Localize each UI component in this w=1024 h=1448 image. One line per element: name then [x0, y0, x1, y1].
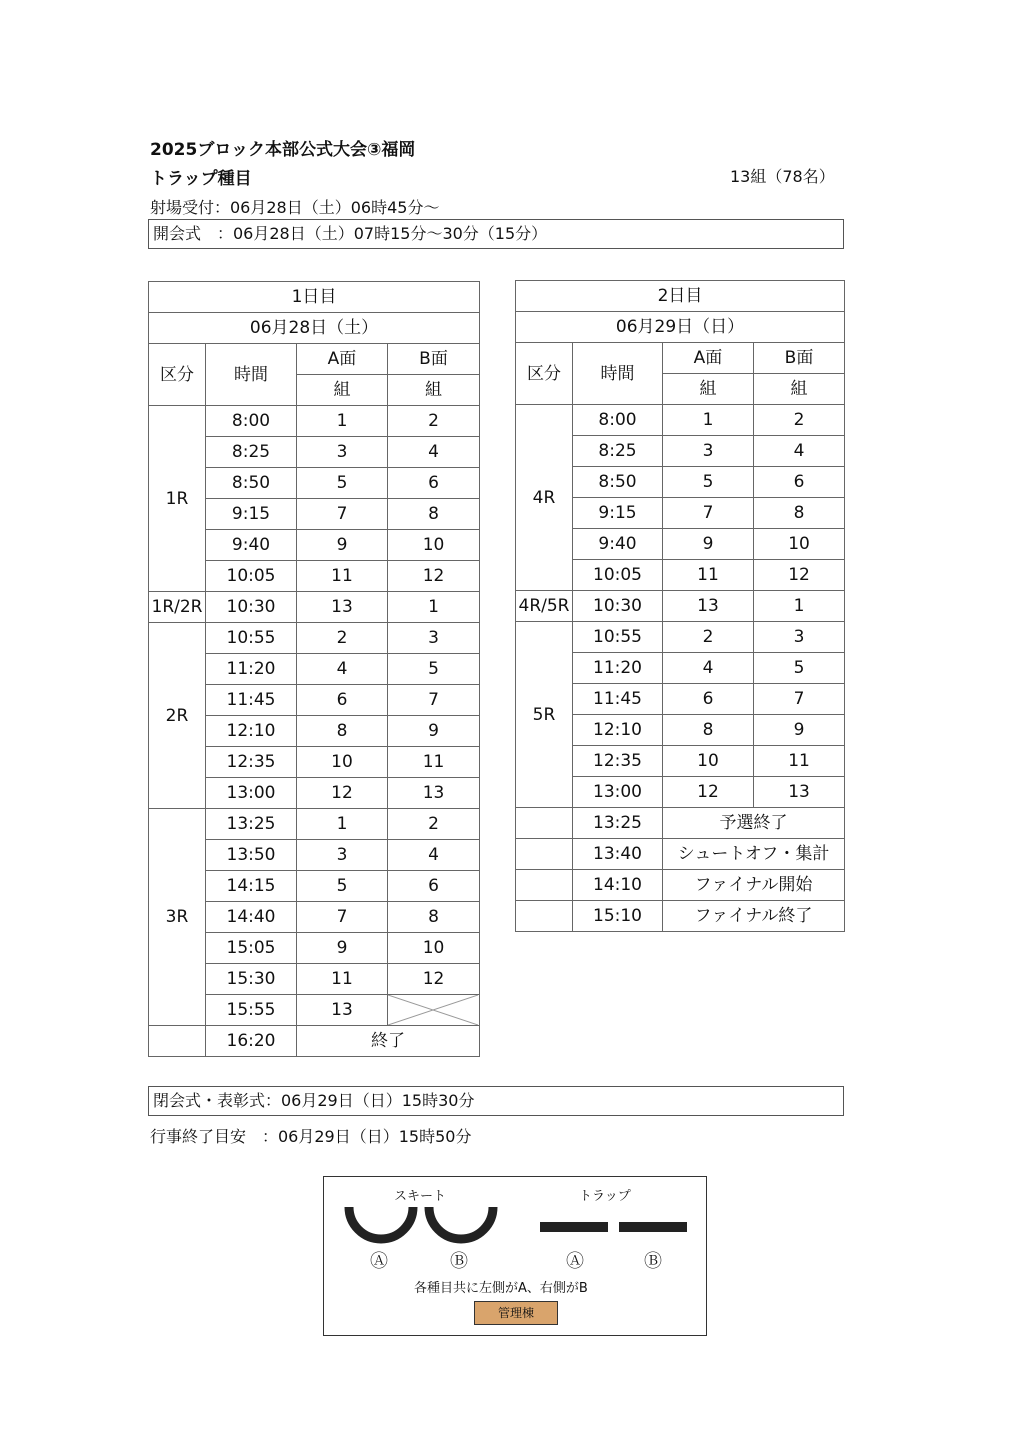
time-cell: 10:30 [573, 591, 663, 622]
table-row [149, 406, 480, 437]
skeet-label: スキート [394, 1189, 447, 1204]
b-group-cell: 12 [388, 561, 480, 592]
time-cell: 11:20 [206, 654, 297, 685]
division-cell: 4R [516, 405, 573, 591]
time-cell: 9:15 [206, 499, 297, 530]
a-group-cell: 12 [663, 777, 754, 808]
day-label: 1日目 [149, 282, 480, 313]
table-row [149, 809, 480, 840]
division-cell: 4R/5R [516, 591, 573, 622]
division-cell: 1R/2R [149, 592, 206, 623]
trap-field-a-icon [540, 1222, 608, 1232]
time-cell: 12:35 [206, 747, 297, 778]
b-group-cell: 12 [388, 964, 480, 995]
a-group-cell: 5 [663, 467, 754, 498]
time-header: 時間 [573, 343, 663, 405]
time-cell: 12:35 [573, 746, 663, 777]
table-row [149, 592, 480, 623]
a-group-cell: 13 [297, 592, 388, 623]
day1-schedule-table [148, 281, 480, 1057]
a-group-cell: 4 [297, 654, 388, 685]
b-group-cell: 4 [388, 840, 480, 871]
closing-ceremony: 閉会式・表彰式：06月29日（日）15時30分 [148, 1086, 844, 1116]
time-cell: 9:40 [206, 530, 297, 561]
time-cell: 13:25 [206, 809, 297, 840]
event-cell: シュートオフ・集計 [663, 839, 845, 870]
time-cell: 8:00 [206, 406, 297, 437]
table-row [516, 808, 845, 839]
time-cell: 10:05 [206, 561, 297, 592]
a-group-cell: 12 [297, 778, 388, 809]
time-cell: 14:10 [573, 870, 663, 901]
a-group-cell: 5 [297, 468, 388, 499]
a-group-cell: 1 [297, 809, 388, 840]
a-group-cell: 9 [297, 530, 388, 561]
a-group-cell: 1 [663, 405, 754, 436]
time-cell: 11:45 [573, 684, 663, 715]
b-group-cell: 7 [388, 685, 480, 716]
trap-field-b-icon [619, 1222, 687, 1232]
time-cell: 8:25 [206, 437, 297, 468]
end-cell: 終了 [297, 1026, 480, 1057]
a-group-cell: 11 [663, 560, 754, 591]
division-cell [516, 808, 573, 839]
a-group-cell: 1 [297, 406, 388, 437]
time-cell: 9:15 [573, 498, 663, 529]
end-estimate: 行事終了目安 ：06月29日（日）15時50分 [150, 1127, 472, 1146]
a-group-cell: 9 [663, 529, 754, 560]
b-group-cell: 2 [388, 406, 480, 437]
legend-note: 各種目共に左側がA、右側がB [414, 1281, 588, 1296]
time-cell: 16:20 [206, 1026, 297, 1057]
b-group-header: 組 [388, 375, 480, 406]
b-group-cell: 5 [388, 654, 480, 685]
division-cell [149, 1026, 206, 1057]
division-cell: 2R [149, 623, 206, 809]
b-group-cell: 6 [754, 467, 845, 498]
a-group-cell: 6 [663, 684, 754, 715]
time-cell: 13:40 [573, 839, 663, 870]
a-group-cell: 4 [663, 653, 754, 684]
time-cell: 13:50 [206, 840, 297, 871]
day2-schedule-table [515, 280, 845, 932]
time-cell: 13:00 [206, 778, 297, 809]
division-header: 区分 [149, 344, 206, 406]
table-row [516, 591, 845, 622]
time-cell: 8:50 [206, 468, 297, 499]
b-group-cell: 13 [388, 778, 480, 809]
b-group-cell: 8 [754, 498, 845, 529]
time-cell: 8:00 [573, 405, 663, 436]
opening-ceremony: 開会式 ：06月28日（土）07時15分～30分（15分） [148, 219, 844, 249]
time-cell: 12:10 [573, 715, 663, 746]
b-group-cell: 6 [388, 468, 480, 499]
time-cell: 13:00 [573, 777, 663, 808]
division-cell [516, 870, 573, 901]
b-group-header: 組 [754, 374, 845, 405]
b-group-cell: 10 [754, 529, 845, 560]
cross-out-mark [388, 995, 478, 1025]
time-cell: 15:55 [206, 995, 297, 1026]
group-count: 13組（78名） [730, 167, 835, 186]
a-group-cell: 7 [297, 902, 388, 933]
trap-label: トラップ [579, 1189, 631, 1204]
time-cell: 10:30 [206, 592, 297, 623]
a-group-header: 組 [663, 374, 754, 405]
b-group-cell: 12 [754, 560, 845, 591]
trap-a-mark: Ⓐ [566, 1251, 584, 1272]
empty-slot-cell [388, 995, 480, 1026]
a-group-cell: 13 [663, 591, 754, 622]
time-cell: 14:15 [206, 871, 297, 902]
time-cell: 15:10 [573, 901, 663, 932]
a-group-cell: 8 [297, 716, 388, 747]
skeet-b-mark: Ⓑ [450, 1251, 468, 1272]
a-group-header: 組 [297, 375, 388, 406]
a-side-header: A面 [297, 344, 388, 375]
b-group-cell: 9 [388, 716, 480, 747]
time-cell: 15:30 [206, 964, 297, 995]
division-header: 区分 [516, 343, 573, 405]
table-row [149, 623, 480, 654]
b-group-cell: 11 [754, 746, 845, 777]
b-side-header: B面 [754, 343, 845, 374]
reception-time: 射場受付：06月28日（土）06時45分～ [150, 198, 440, 217]
time-cell: 12:10 [206, 716, 297, 747]
table-row [516, 901, 845, 932]
b-side-header: B面 [388, 344, 480, 375]
division-cell [516, 901, 573, 932]
day-date: 06月29日（日） [516, 312, 845, 343]
time-header: 時間 [206, 344, 297, 406]
skeet-field-icon [344, 1205, 504, 1247]
a-group-cell: 3 [297, 437, 388, 468]
a-group-cell: 7 [297, 499, 388, 530]
table-row [516, 870, 845, 901]
range-layout-diagram [323, 1176, 707, 1336]
a-side-header: A面 [663, 343, 754, 374]
a-group-cell: 3 [663, 436, 754, 467]
event-name: トラップ種目 [150, 169, 252, 189]
management-building: 管理棟 [474, 1301, 558, 1325]
table-row [516, 622, 845, 653]
b-group-cell: 1 [754, 591, 845, 622]
division-cell [516, 839, 573, 870]
day-date: 06月28日（土） [149, 313, 480, 344]
time-cell: 13:25 [573, 808, 663, 839]
day-label: 2日目 [516, 281, 845, 312]
a-group-cell: 6 [297, 685, 388, 716]
time-cell: 8:25 [573, 436, 663, 467]
time-cell: 11:45 [206, 685, 297, 716]
skeet-a-mark: Ⓐ [370, 1251, 388, 1272]
trap-b-mark: Ⓑ [644, 1251, 662, 1272]
a-group-cell: 11 [297, 964, 388, 995]
time-cell: 10:05 [573, 560, 663, 591]
time-cell: 10:55 [573, 622, 663, 653]
b-group-cell: 5 [754, 653, 845, 684]
a-group-cell: 3 [297, 840, 388, 871]
division-cell: 1R [149, 406, 206, 592]
table-row [149, 1026, 480, 1057]
a-group-cell: 13 [297, 995, 388, 1026]
division-cell: 3R [149, 809, 206, 1026]
table-row [516, 839, 845, 870]
a-group-cell: 11 [297, 561, 388, 592]
b-group-cell: 11 [388, 747, 480, 778]
event-cell: ファイナル開始 [663, 870, 845, 901]
b-group-cell: 8 [388, 499, 480, 530]
b-group-cell: 1 [388, 592, 480, 623]
event-cell: ファイナル終了 [663, 901, 845, 932]
a-group-cell: 10 [663, 746, 754, 777]
a-group-cell: 2 [297, 623, 388, 654]
time-cell: 14:40 [206, 902, 297, 933]
b-group-cell: 7 [754, 684, 845, 715]
b-group-cell: 8 [388, 902, 480, 933]
a-group-cell: 10 [297, 747, 388, 778]
b-group-cell: 13 [754, 777, 845, 808]
b-group-cell: 4 [388, 437, 480, 468]
a-group-cell: 7 [663, 498, 754, 529]
table-row [516, 405, 845, 436]
time-cell: 9:40 [573, 529, 663, 560]
b-group-cell: 2 [754, 405, 845, 436]
b-group-cell: 9 [754, 715, 845, 746]
b-group-cell: 4 [754, 436, 845, 467]
event-cell: 予選終了 [663, 808, 845, 839]
time-cell: 8:50 [573, 467, 663, 498]
a-group-cell: 9 [297, 933, 388, 964]
time-cell: 11:20 [573, 653, 663, 684]
b-group-cell: 10 [388, 530, 480, 561]
a-group-cell: 5 [297, 871, 388, 902]
b-group-cell: 6 [388, 871, 480, 902]
b-group-cell: 10 [388, 933, 480, 964]
b-group-cell: 3 [388, 623, 480, 654]
time-cell: 10:55 [206, 623, 297, 654]
b-group-cell: 2 [388, 809, 480, 840]
a-group-cell: 8 [663, 715, 754, 746]
b-group-cell: 3 [754, 622, 845, 653]
page-title: 2025ブロック本部公式大会③福岡 [150, 140, 416, 160]
a-group-cell: 2 [663, 622, 754, 653]
division-cell: 5R [516, 622, 573, 808]
time-cell: 15:05 [206, 933, 297, 964]
